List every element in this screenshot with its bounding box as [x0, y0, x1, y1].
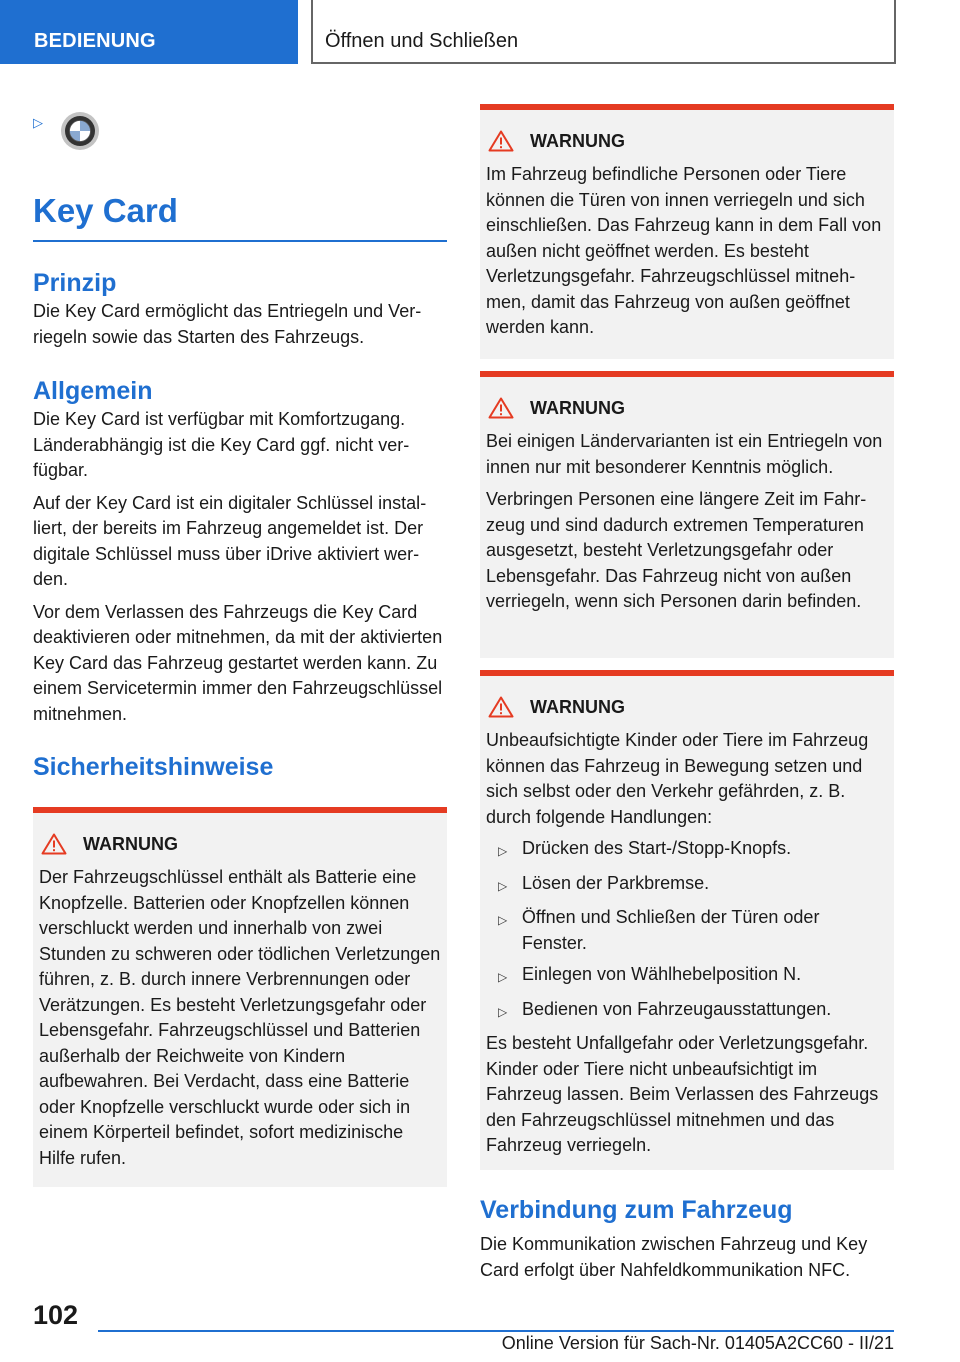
allgemein-paragraph-3: Vor dem Verlassen des Fahrzeugs die Key Card deaktivieren oder mitnehmen, da mit der aktivierten Key Card das Fahrzeug gestartet werden kann. Zu einem Servicetermin immer den Fahrzeugschlüssel mitnehmen. — [33, 601, 443, 724]
list-item-text: Einlegen von Wählhebelposition N. — [522, 964, 802, 984]
heading-allgemein: Allgemein — [33, 377, 153, 405]
allgemein-paragraph-1: Die Key Card ist verfügbar mit Komfortzugang. Länderabhängig ist die Key Card ggf. nicht verfügbar. — [33, 409, 410, 480]
triangle-right-icon: ▷ — [498, 1004, 508, 1019]
heading-verbindung: Verbindung zum Fahrzeug — [480, 1196, 793, 1224]
prinzip-text: Die Key Card ermöglicht das Entriegeln und Verriegeln sowie das Starten des Fahrzeugs. — [33, 301, 422, 347]
warning-heading — [486, 694, 888, 720]
list-item — [486, 997, 888, 1026]
list-item — [486, 962, 888, 991]
heading-prinzip: Prinzip — [33, 269, 117, 297]
left-column — [33, 108, 447, 1187]
warning-intro: Unbeaufsichtigte Kinder oder Tiere im Fahrzeug können das Fahrzeug in Bewegung setzen und sich selbst oder den Verkehr gefährden, z. B. durch folgende Handlungen: — [486, 730, 869, 827]
warning-label: WARNUNG — [530, 130, 625, 151]
list-item — [486, 871, 888, 900]
triangle-right-icon: ▷ — [498, 913, 508, 927]
bmw-logo-icon — [61, 112, 99, 150]
warning-triangle-icon — [488, 397, 514, 419]
verbindung-text: Die Kommunikation zwischen Fahrzeug und Key Card erfolgt über Nahfeldkommunikation NFC. — [480, 1234, 868, 1280]
triangle-right-icon: ▷ — [498, 844, 508, 858]
allgemein-paragraph-2: Auf der Key Card ist ein digitaler Schlüssel installiert, der bereits im Fahrzeug angemeldet ist. Der digitale Schlüssel muss über iDrive aktiviert werden. — [33, 492, 427, 589]
list-item — [486, 836, 888, 865]
triangle-right-icon: ▷ — [33, 115, 43, 130]
warning-text-2: Verbringen Personen eine längere Zeit im Fahrzeug und sind dadurch extremen Temperaturen ausgesetzt, besteht Verletzungsgefahr oder Lebensgefahr. Das Fahrzeug nicht von außen verriegeln, wenn sich Personen darin befinden. — [486, 489, 867, 611]
header-chapter-title: Öffnen und Schließen — [311, 0, 896, 64]
footer-online-version: Online Version für Sach-Nr. 01405A2CC60 - II/21 — [501, 1333, 894, 1353]
warning-box-unlock-inside — [480, 371, 894, 658]
warning-box-children — [480, 670, 894, 1170]
warning-heading — [39, 831, 441, 857]
warning-triangle-icon — [488, 130, 514, 152]
warning-label: WARNUNG — [83, 833, 178, 854]
list-item-text: Bedienen von Fahrzeugausstattungen. — [522, 998, 832, 1019]
header-section-tab: BEDIENUNG — [0, 0, 298, 64]
page-number: 102 — [33, 1300, 79, 1330]
list-item-text: Öffnen und Schließen der Türen oder Fenster. — [521, 907, 820, 953]
warning-label: WARNUNG — [530, 696, 625, 717]
page-title: Key Card — [33, 192, 178, 229]
triangle-right-icon: ▷ — [498, 970, 508, 984]
warning-outro: Es besteht Unfallgefahr oder Verletzungsgefahr. Kinder oder Tiere nicht unbeaufsichtigt im Fahrzeug lassen. Beim Verlassen des Fahrzeugs den Fahrzeugschlüssel mitnehmen und das Fahrzeug verriegeln. — [486, 1033, 879, 1155]
warning-heading — [486, 395, 888, 421]
list-item-text: Drücken des Start-/Stopp-Knopfs. — [522, 838, 792, 858]
logo-row — [33, 108, 447, 154]
warning-text: Im Fahrzeug befindliche Personen oder Tiere können die Türen von innen verriegeln und sich einschließen. Das Fahrzeug kann in dem Fall von außen nicht geöffnet werden. Es besteht Verletzungsgefahr. Fahrzeugschlüssel mitnehmen, damit das Fahrzeug von außen geöffnet werden kann. — [486, 164, 882, 337]
warning-text: Der Fahrzeugschlüssel enthält als Batterie eine Knopfzelle. Batterien oder Knopfzellen können verschluckt werden und innerhalb von zwei Stunden zu schweren oder tödlichen Verletzungen führen, z. B. durch innere Verbrennungen oder Verätzungen. Es besteht Verletzungsgefahr oder Lebensgefahr. Fahrzeugschlüssel und Batterien außerhalb der Reichweite von Kindern aufbewahren. Bei Verdacht, dass eine Batterie oder Knopfzelle verschluckt wurde oder sich in einem Körperteil befindet, sofort medizinische Hilfe rufen. — [39, 867, 441, 1168]
triangle-right-icon: ▷ — [498, 878, 508, 893]
warning-label: WARNUNG — [530, 397, 625, 418]
bmw-logo-graphic — [64, 115, 96, 147]
warning-box-battery — [33, 807, 447, 1187]
warning-text-1: Bei einigen Ländervarianten ist ein Entriegeln von innen nur mit besonderer Kenntnis möglich. — [486, 431, 883, 477]
list-item-text: Lösen der Parkbremse. — [522, 872, 710, 893]
title-rule — [33, 240, 447, 242]
warning-heading — [486, 128, 888, 154]
warning-triangle-icon — [41, 833, 67, 855]
right-column — [480, 104, 894, 1283]
heading-sicherheitshinweise: Sicherheitshinweise — [33, 753, 274, 781]
bullet-list — [486, 836, 888, 1025]
warning-triangle-icon — [488, 696, 514, 718]
warning-box-locked-in — [480, 104, 894, 359]
footer-rule — [98, 1330, 894, 1332]
list-item — [486, 905, 888, 956]
